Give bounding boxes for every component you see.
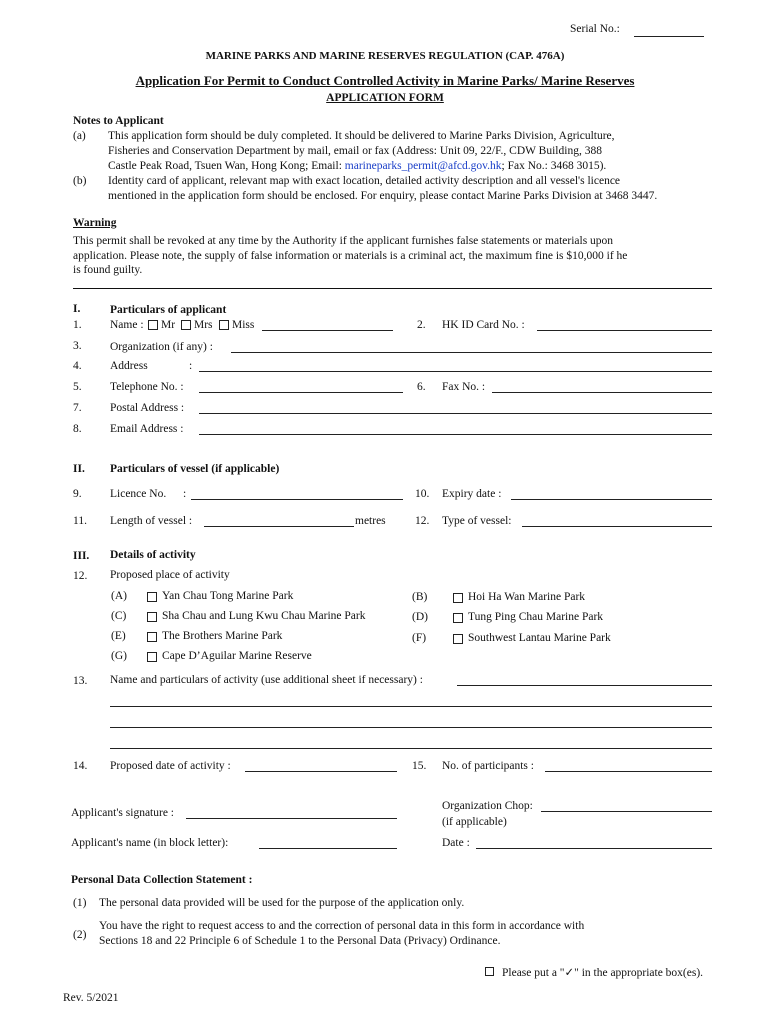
- name-field[interactable]: [262, 330, 393, 331]
- activity-label: Name and particulars of activity (use additional sheet if necessary) :: [110, 674, 423, 686]
- licence-label: Licence No.: [110, 488, 167, 500]
- serial-field[interactable]: [634, 36, 704, 37]
- name-label: Name :: [110, 319, 144, 331]
- section1-title: Particulars of applicant: [110, 304, 227, 316]
- place-e-checkbox[interactable]: [147, 632, 157, 642]
- fax-label: Fax No. :: [442, 381, 486, 393]
- activity-field-1[interactable]: [457, 685, 712, 686]
- place-label: Proposed place of activity: [110, 569, 230, 581]
- divider: [73, 288, 712, 289]
- vessel-type-field[interactable]: [522, 526, 712, 527]
- pdcs-item2-label: (2): [73, 929, 87, 941]
- place-a-code: (A): [111, 590, 127, 602]
- block-name-field[interactable]: [259, 848, 397, 849]
- activity-field-4[interactable]: [110, 748, 712, 749]
- tel-label: Telephone No. :: [110, 381, 184, 393]
- item5-number: 5.: [73, 381, 82, 393]
- hkid-label: HK ID Card No. :: [442, 319, 525, 331]
- email-link[interactable]: marineparks_permit@afcd.gov.hk: [344, 160, 502, 172]
- email-field[interactable]: [199, 434, 712, 435]
- item8-number: 8.: [73, 423, 82, 435]
- place-g-code: (G): [111, 650, 127, 662]
- serial-label: Serial No.:: [570, 23, 620, 35]
- place-g-checkbox[interactable]: [147, 652, 157, 662]
- section2-number: II.: [73, 463, 85, 475]
- section3-title: Details of activity: [110, 549, 196, 561]
- place-b-code: (B): [412, 591, 428, 603]
- participants-field[interactable]: [545, 771, 712, 772]
- signature-label: Applicant's signature :: [71, 807, 174, 819]
- item11-number: 11.: [73, 515, 87, 527]
- licence-colon: :: [183, 488, 187, 500]
- note-a-line3: [108, 160, 606, 172]
- address-colon: :: [189, 360, 193, 372]
- chop-field[interactable]: [541, 811, 712, 812]
- pdcs-item2-line2: Sections 18 and 22 Principle 6 of Schedule 1 to the Personal Data (Privacy) Ordinance.: [99, 935, 501, 947]
- place-c-code: (C): [111, 610, 127, 622]
- item15-number: 15.: [412, 760, 427, 772]
- warning-line3: is found guilty.: [73, 264, 143, 276]
- miss-checkbox[interactable]: [219, 320, 229, 330]
- item3-number: 3.: [73, 340, 82, 352]
- expiry-field[interactable]: [511, 499, 712, 500]
- date-label: Date :: [442, 837, 470, 849]
- page-title: Application For Permit to Conduct Controlled Activity in Marine Parks/ Marine Reserves: [135, 73, 635, 88]
- place-d-checkbox[interactable]: [453, 613, 463, 623]
- address-field[interactable]: [199, 371, 712, 372]
- email-label: Email Address :: [110, 423, 184, 435]
- place-b-name: Hoi Ha Wan Marine Park: [468, 591, 586, 603]
- note-a-line2: Fisheries and Conservation Department by mail, email or fax (Address: Unit 09, 22/F., CDW Building, 388: [108, 145, 602, 157]
- section2-title: Particulars of vessel (if applicable): [110, 463, 280, 475]
- place-a-name: Yan Chau Tong Marine Park: [162, 590, 294, 602]
- notes-heading: Notes to Applicant: [73, 115, 164, 127]
- mr-label: Mr: [161, 319, 176, 331]
- item13-number: 13.: [73, 675, 88, 687]
- note-a-line3-post: ; Fax No.: 3468 3015).: [501, 160, 607, 172]
- miss-label: Miss: [232, 319, 255, 331]
- hkid-field[interactable]: [537, 330, 712, 331]
- item7-number: 7.: [73, 402, 82, 414]
- note-a-line1: This application form should be duly completed. It should be delivered to Marine Parks Division, Agriculture,: [108, 130, 615, 142]
- item12-number: 12.: [415, 515, 430, 527]
- warning-heading: Warning: [73, 217, 117, 229]
- place-g-name: Cape D’Aguilar Marine Reserve: [162, 650, 312, 662]
- postal-label: Postal Address :: [110, 402, 185, 414]
- item4-number: 4.: [73, 360, 82, 372]
- section1-number: I.: [73, 303, 81, 315]
- place-e-code: (E): [111, 630, 126, 642]
- note-b-line1: Identity card of applicant, relevant map with exact location, detailed activity description and all vessel's licence: [108, 175, 621, 187]
- revision-label: Rev. 5/2021: [63, 992, 119, 1004]
- item10-number: 10.: [415, 488, 430, 500]
- regulation-heading: MARINE PARKS AND MARINE RESERVES REGULATION (CAP. 476A): [205, 50, 565, 62]
- pdcs-heading: Personal Data Collection Statement :: [71, 874, 253, 886]
- place-f-name: Southwest Lantau Marine Park: [468, 632, 611, 644]
- date-field[interactable]: [476, 848, 712, 849]
- tel-field[interactable]: [199, 392, 403, 393]
- length-label: Length of vessel :: [110, 515, 193, 527]
- item2-number: 2.: [417, 319, 426, 331]
- item6-number: 6.: [417, 381, 426, 393]
- metres-unit: metres: [355, 515, 386, 527]
- tick-note: Please put a "✓" in the appropriate box(es).: [502, 967, 704, 979]
- chop-note: (if applicable): [442, 816, 507, 828]
- place-d-code: (D): [412, 611, 428, 623]
- warning-line2: application. Please note, the supply of false information or materials is a criminal act, the maximum fine is $10,000 if he: [73, 250, 628, 262]
- activity-date-label: Proposed date of activity :: [110, 760, 231, 772]
- place-f-code: (F): [412, 632, 427, 644]
- licence-field[interactable]: [191, 499, 403, 500]
- activity-field-3[interactable]: [110, 727, 712, 728]
- item9-number: 9.: [73, 488, 82, 500]
- place-f-checkbox[interactable]: [453, 634, 463, 644]
- participants-label: No. of participants :: [442, 760, 534, 772]
- address-label: Address: [110, 360, 148, 372]
- note-b-line2: mentioned in the application form should be enclosed. For enquiry, please contact Marine Parks Division at 3468 3447.: [108, 190, 658, 202]
- fax-field[interactable]: [492, 392, 712, 393]
- place-c-checkbox[interactable]: [147, 612, 157, 622]
- place-e-name: The Brothers Marine Park: [162, 630, 283, 642]
- org-label: Organization (if any) :: [110, 341, 213, 353]
- note-a-line3-pre: Castle Peak Road, Tsuen Wan, Hong Kong; Email:: [108, 160, 345, 172]
- activity-field-2[interactable]: [110, 706, 712, 707]
- chop-label: Organization Chop:: [442, 800, 533, 812]
- place-c-name: Sha Chau and Lung Kwu Chau Marine Park: [162, 610, 366, 622]
- item14-number: 14.: [73, 760, 88, 772]
- tick-note-box-icon: [485, 967, 494, 976]
- place-b-checkbox[interactable]: [453, 593, 463, 603]
- expiry-label: Expiry date :: [442, 488, 502, 500]
- activity-date-field[interactable]: [245, 771, 397, 772]
- org-field[interactable]: [231, 352, 712, 353]
- section3-number: III.: [73, 550, 90, 562]
- pdcs-item1: The personal data provided will be used for the purpose of the application only.: [99, 897, 465, 909]
- length-field[interactable]: [204, 526, 354, 527]
- note-b-label: (b): [73, 175, 87, 187]
- item1-number: 1.: [73, 319, 82, 331]
- signature-field[interactable]: [186, 818, 397, 819]
- mrs-checkbox[interactable]: [181, 320, 191, 330]
- mr-checkbox[interactable]: [148, 320, 158, 330]
- note-a-label: (a): [73, 130, 86, 142]
- item12b-number: 12.: [73, 570, 88, 582]
- block-name-label: Applicant's name (in block letter):: [71, 837, 229, 849]
- pdcs-item1-label: (1): [73, 897, 87, 909]
- form-subtitle: APPLICATION FORM: [326, 92, 444, 104]
- mrs-label: Mrs: [194, 319, 213, 331]
- vessel-type-label: Type of vessel:: [442, 515, 512, 527]
- warning-line1: This permit shall be revoked at any time by the Authority if the applicant furnishes false statements or materials upon: [73, 235, 614, 247]
- pdcs-item2-line1: You have the right to request access to and the correction of personal data in this form in accordance with: [99, 920, 585, 932]
- place-a-checkbox[interactable]: [147, 592, 157, 602]
- place-d-name: Tung Ping Chau Marine Park: [468, 611, 604, 623]
- postal-field[interactable]: [199, 413, 712, 414]
